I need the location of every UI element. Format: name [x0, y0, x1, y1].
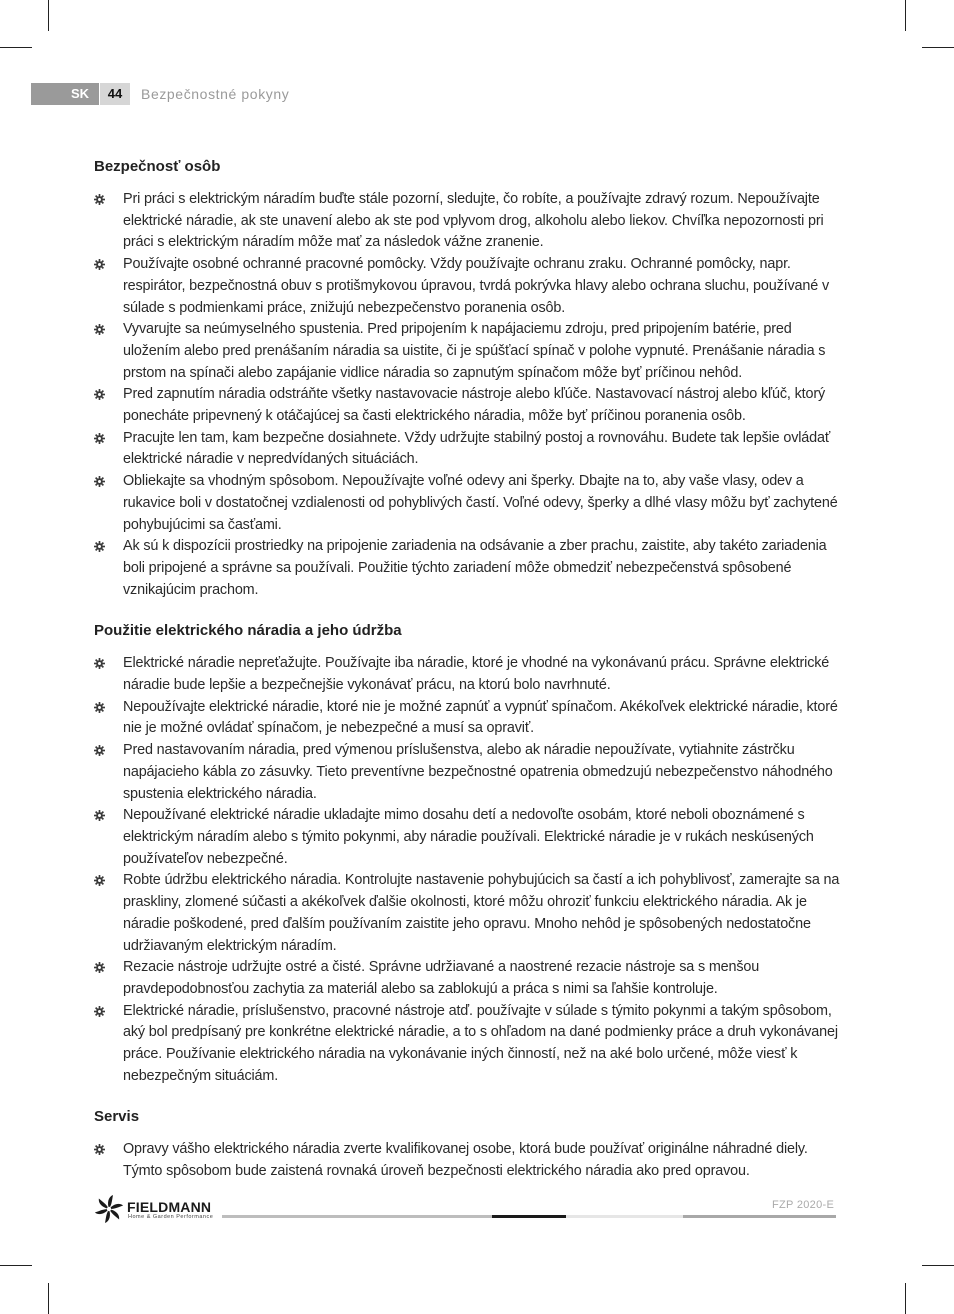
list-item-text: Elektrické náradie, príslušenstvo, pracovné nástroje atď. používajte v súlade s týmito pokynmi a takým spôsobom, aký bol predpísaný pre konkrétne elektrické náradie, a to s ohľadom na dané podmienky práce a druh vykonávanej práce. Používanie elektrického náradia na vykonávanie iných činností, než na aké bolo určené, môže viesť k nebezpečným situáciám.: [123, 1002, 838, 1084]
crop-mark: [0, 1265, 32, 1266]
gear-bullet-icon: [94, 389, 105, 400]
spacer: [94, 601, 844, 622]
list-item-text: Používajte osobné ochranné pracovné pomôcky. Vždy používajte ochranu zraku. Ochranné pomôcky, napr. respirátor, bezpečnostná obuv s protišmykovou úpravou, tvrdá pokrývka hlavy alebo ochrana sluchu, používané v súlade s podmienkami práce, znižujú nebezpečenstvo poranenia osôb.: [123, 256, 829, 316]
list-item: [94, 189, 844, 254]
list-item: [94, 428, 844, 471]
document-body: [94, 158, 844, 1183]
list-item: [94, 697, 844, 740]
gear-bullet-icon: [94, 541, 105, 552]
list-item: [94, 740, 844, 805]
list-item-text: Ak sú k dispozícii prostriedky na pripojenie zariadenia na odsávanie a zber prachu, zaistite, aby takéto zariadenia boli pripojené a správne sa používali. Použitie týchto zariadení môže obmedziť nebezpečenstvá spôsobené vznikajúcim prachom.: [123, 538, 827, 598]
section-tool-use-maintenance: [94, 622, 844, 1087]
gear-bullet-icon: [94, 745, 105, 756]
gear-bullet-icon: [94, 1144, 105, 1155]
section-title: Servis: [94, 1108, 140, 1126]
footer-line: [222, 1215, 492, 1218]
gear-bullet-icon: [94, 194, 105, 205]
list-item-text: Pri práci s elektrickým náradím buďte stále pozorní, sledujte, čo robíte, a používajte zdravý rozum. Nepoužívajte elektrické náradie, ak ste unavení alebo ak ste pod vplyvom drog, alkoholu alebo liekov. Chvíľka nepozornosti pri práci s elektrickým náradím môže mať za následok vážne zranenie.: [123, 191, 824, 251]
bullet-list: [94, 653, 844, 1087]
crop-mark: [922, 1265, 954, 1266]
gear-bullet-icon: [94, 962, 105, 973]
section-title: Použitie elektrického náradia a jeho údržba: [94, 622, 402, 640]
list-item: [94, 384, 844, 427]
brand-name: FIELDMANN: [127, 1199, 212, 1215]
gear-bullet-icon: [94, 1006, 105, 1017]
page-number: 44: [100, 83, 130, 105]
list-item-text: Rezacie nástroje udržujte ostré a čisté. Správne udržiavané a naostrené rezacie nástroje sa s menšou pravdepodobnosťou zachytia za materiál alebo sa zablokujú a práca s nimi sa ľahšie kontroluje.: [123, 959, 760, 997]
section-title: Bezpečnosť osôb: [94, 158, 221, 175]
spacer: [94, 1087, 844, 1108]
gear-bullet-icon: [94, 324, 105, 335]
list-item: [94, 1139, 844, 1182]
section-personal-safety: [94, 158, 844, 601]
list-item: [94, 805, 844, 870]
gear-bullet-icon: [94, 259, 105, 270]
brand-tagline: Home & Garden Performance: [128, 1214, 214, 1220]
list-item: [94, 653, 844, 696]
gear-bullet-icon: [94, 658, 105, 669]
crop-mark: [0, 47, 32, 48]
gear-bullet-icon: [94, 702, 105, 713]
list-item-text: Pracujte len tam, kam bezpečne dosiahnete. Vždy udržujte stabilný postoj a rovnováhu. Budete tak lepšie ovládať elektrické náradie v nepredvídaných situáciách.: [123, 429, 831, 468]
language-code: SK: [70, 86, 89, 101]
list-item: [94, 254, 844, 319]
footer-line: [566, 1215, 683, 1218]
list-item-text: Pred nastavovaním náradia, pred výmenou príslušenstva, alebo ak náradie nepoužívate, vytiahnite zástrčku napájacieho kábla zo zásuvky. Tieto preventívne bezpečnostné opatrenia obmedzujú nebezpečenstvo náhodného spustenia elektrického náradia.: [123, 742, 833, 802]
list-item-text: Obliekajte sa vhodným spôsobom. Nepoužívajte voľné odevy ani šperky. Dbajte na to, aby vaše vlasy, odev a rukavice boli v dostatočnej vzdialenosti od pohyblivých častí. Voľné odevy, šperky a dlhé vlasy môžu byť zachytené pohybujúcimi sa časťami.: [123, 473, 838, 533]
list-item-text: Vyvarujte sa neúmyselného spustenia. Pred pripojením k napájaciemu zdroju, pred pripojením batérie, pred uložením alebo pred prenášaním náradia sa uistite, či je spúšťací spínač v polohe vypnuté. Prenášanie náradia s prstom na spínači alebo zapájanie vidlice náradia so zapnutým spínačom môže byť príčinou nehôd.: [123, 321, 826, 381]
bullet-list: [94, 189, 844, 601]
list-item: [94, 957, 844, 1000]
list-item-text: Pred zapnutím náradia odstráňte všetky nastavovacie nástroje alebo kľúče. Nastavovací nástroj alebo kľúč, ktorý ponecháte pripevnený k otáčajúcej sa časti elektrického náradia, môže byť príčinou poranenia osôb.: [123, 386, 826, 425]
footer-line: [683, 1215, 836, 1218]
list-item-text: Opravy vášho elektrického náradia zverte kvalifikovanej osobe, ktorá bude používať originálne náhradné diely. Týmto spôsobom bude zaistená rovnaká úroveň bezpečnosti elektrického náradia ako pred opravou.: [123, 1141, 808, 1180]
gear-bullet-icon: [94, 476, 105, 487]
gear-bullet-icon: [94, 810, 105, 821]
list-item-text: Nepoužívajte elektrické náradie, ktoré nie je možné zapnúť a vypnúť spínačom. Akékoľvek elektrické náradie, ktoré nie je možné ovládať spínačom, je nebezpečné a musí sa opraviť.: [123, 698, 838, 737]
list-item: [94, 319, 844, 384]
crop-mark: [922, 47, 954, 48]
list-item: [94, 536, 844, 601]
list-item-text: Robte údržbu elektrického náradia. Kontrolujte nastavenie pohybujúcich sa častí a ich pohyblivosť, zamerajte sa na praskliny, zlomené súčasti a akékoľvek ďalšie okolnosti, ktoré môžu ohroziť funkciu elektrického náradia. Ak je náradie poškodené, pred ďalším používaním zaistite jeho opravu. Mnoho nehôd je spôsobených nedostatočne udržiavaným elektrickým náradím.: [123, 872, 840, 954]
crop-mark: [905, 1283, 906, 1314]
list-item: [94, 1001, 844, 1088]
list-item-text: Elektrické náradie nepreťažujte. Používajte iba náradie, ktoré je vhodné na vykonávanú prácu. Správne elektrické náradie bude lepšie a bezpečnejšie vykonávať prácu, na ktorú bolo navrhnuté.: [123, 655, 830, 694]
bullet-list: [94, 1139, 844, 1182]
model-number: FZP 2020-E: [772, 1199, 835, 1211]
crop-mark: [48, 0, 49, 31]
gear-bullet-icon: [94, 875, 105, 886]
crop-mark: [905, 0, 906, 31]
list-item: [94, 870, 844, 957]
gear-bullet-icon: [94, 433, 105, 444]
page-title: Bezpečnostné pokyny: [141, 86, 290, 102]
crop-mark: [48, 1283, 49, 1314]
section-service: [94, 1108, 844, 1182]
footer-line: [492, 1215, 566, 1218]
list-item-text: Nepoužívané elektrické náradie ukladajte mimo dosahu detí a nedovoľte osobám, ktoré neboli oboznámené s elektrickým náradím alebo s týmito pokynmi, aby náradie používali. Elektrické náradie je v rukách neskúsených používateľov nebezpečné.: [123, 807, 814, 867]
list-item: [94, 471, 844, 536]
